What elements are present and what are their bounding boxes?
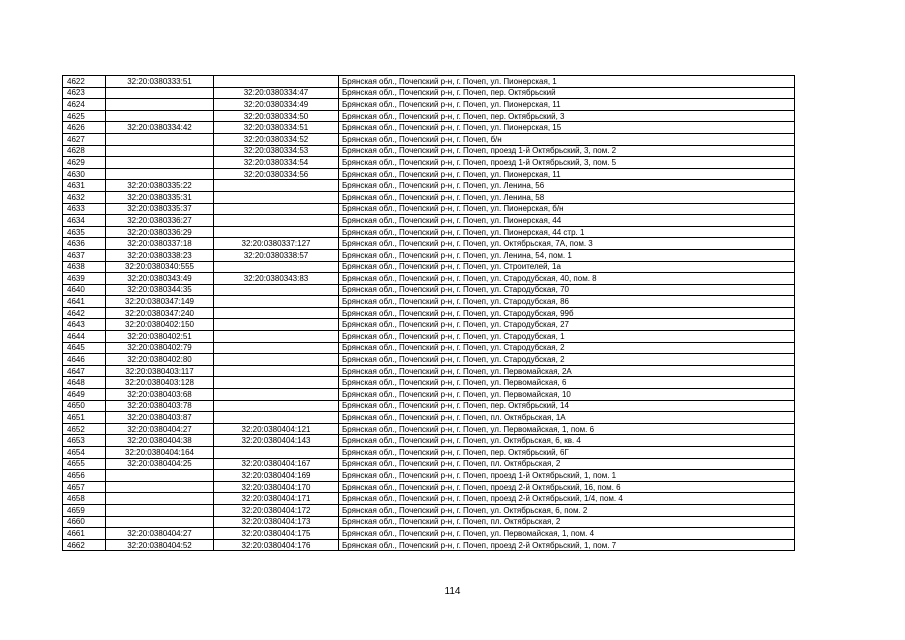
building-cadastral-number-cell <box>214 215 339 227</box>
table-row <box>63 110 795 122</box>
land-cadastral-number-cell: 32:20:0380336:27 <box>106 215 214 227</box>
address-cell: Брянская обл., Почепский р-н, г. Почеп, пл. Октябрьская, 1А <box>339 412 795 424</box>
table-row <box>63 249 795 261</box>
row-number-cell: 4661 <box>63 528 106 540</box>
row-number-cell: 4625 <box>63 110 106 122</box>
row-number-cell: 4650 <box>63 400 106 412</box>
address-cell: Брянская обл., Почепский р-н, г. Почеп, ул. Пионерская, 15 <box>339 122 795 134</box>
table-row <box>63 516 795 528</box>
table-row <box>63 307 795 319</box>
land-cadastral-number-cell: 32:20:0380337:18 <box>106 238 214 250</box>
address-cell: Брянская обл., Почепский р-н, г. Почеп, ул. Строителей, 1а <box>339 261 795 273</box>
land-cadastral-number-cell: 32:20:0380335:31 <box>106 191 214 203</box>
row-number-cell: 4640 <box>63 284 106 296</box>
table-row <box>63 87 795 99</box>
building-cadastral-number-cell <box>214 180 339 192</box>
building-cadastral-number-cell <box>214 400 339 412</box>
building-cadastral-number-cell <box>214 226 339 238</box>
row-number-cell: 4623 <box>63 87 106 99</box>
building-cadastral-number-cell <box>214 203 339 215</box>
table-row <box>63 191 795 203</box>
building-cadastral-number-cell: 32:20:0380337:127 <box>214 238 339 250</box>
address-cell: Брянская обл., Почепский р-н, г. Почеп, пер. Октябрьский, 3 <box>339 110 795 122</box>
land-cadastral-number-cell: 32:20:0380402:80 <box>106 354 214 366</box>
land-cadastral-number-cell: 32:20:0380404:38 <box>106 435 214 447</box>
table-row <box>63 400 795 412</box>
table-row <box>63 493 795 505</box>
land-cadastral-number-cell: 32:20:0380334:42 <box>106 122 214 134</box>
address-cell: Брянская обл., Почепский р-н, г. Почеп, ул. Стародубская, 99б <box>339 307 795 319</box>
land-cadastral-number-cell: 32:20:0380404:25 <box>106 458 214 470</box>
address-cell: Брянская обл., Почепский р-н, г. Почеп, ул. Первомайская, 6 <box>339 377 795 389</box>
building-cadastral-number-cell: 32:20:0380404:172 <box>214 504 339 516</box>
building-cadastral-number-cell: 32:20:0380404:176 <box>214 539 339 551</box>
table-row <box>63 481 795 493</box>
row-number-cell: 4648 <box>63 377 106 389</box>
building-cadastral-number-cell <box>214 331 339 343</box>
address-cell: Брянская обл., Почепский р-н, г. Почеп, ул. Стародубская, 27 <box>339 319 795 331</box>
row-number-cell: 4637 <box>63 249 106 261</box>
address-cell: Брянская обл., Почепский р-н, г. Почеп, ул. Стародубская, 1 <box>339 331 795 343</box>
row-number-cell: 4662 <box>63 539 106 551</box>
land-cadastral-number-cell <box>106 99 214 111</box>
building-cadastral-number-cell <box>214 389 339 401</box>
row-number-cell: 4649 <box>63 389 106 401</box>
address-cell: Брянская обл., Почепский р-н, г. Почеп, ул. Стародубская, 2 <box>339 354 795 366</box>
table-row <box>63 458 795 470</box>
building-cadastral-number-cell <box>214 354 339 366</box>
table-row <box>63 412 795 424</box>
building-cadastral-number-cell <box>214 377 339 389</box>
row-number-cell: 4639 <box>63 273 106 285</box>
table-row <box>63 238 795 250</box>
table-row <box>63 365 795 377</box>
row-number-cell: 4622 <box>63 76 106 88</box>
address-cell: Брянская обл., Почепский р-н, г. Почеп, проезд 2-й Октябрьский, 1, пом. 7 <box>339 539 795 551</box>
registry-table-body <box>63 76 795 551</box>
row-number-cell: 4659 <box>63 504 106 516</box>
address-cell: Брянская обл., Почепский р-н, г. Почеп, ул. Первомайская, 1, пом. 6 <box>339 423 795 435</box>
address-cell: Брянская обл., Почепский р-н, г. Почеп, ул. Пионерская, 44 стр. 1 <box>339 226 795 238</box>
land-cadastral-number-cell: 32:20:0380404:27 <box>106 423 214 435</box>
address-cell: Брянская обл., Почепский р-н, г. Почеп, проезд 1-й Октябрьский, 3, пом. 5 <box>339 157 795 169</box>
land-cadastral-number-cell: 32:20:0380402:51 <box>106 331 214 343</box>
address-cell: Брянская обл., Почепский р-н, г. Почеп, ул. Пионерская, 11 <box>339 99 795 111</box>
building-cadastral-number-cell <box>214 261 339 273</box>
address-cell: Брянская обл., Почепский р-н, г. Почеп, ул. Первомайская, 10 <box>339 389 795 401</box>
land-cadastral-number-cell: 32:20:0380402:79 <box>106 342 214 354</box>
table-row <box>63 539 795 551</box>
land-cadastral-number-cell <box>106 516 214 528</box>
land-cadastral-number-cell: 32:20:0380347:240 <box>106 307 214 319</box>
land-cadastral-number-cell <box>106 87 214 99</box>
row-number-cell: 4628 <box>63 145 106 157</box>
row-number-cell: 4643 <box>63 319 106 331</box>
table-row <box>63 389 795 401</box>
building-cadastral-number-cell: 32:20:0380334:51 <box>214 122 339 134</box>
table-row <box>63 354 795 366</box>
address-cell: Брянская обл., Почепский р-н, г. Почеп, ул. Стародубская, 86 <box>339 296 795 308</box>
building-cadastral-number-cell <box>214 319 339 331</box>
building-cadastral-number-cell: 32:20:0380334:52 <box>214 133 339 145</box>
address-cell: Брянская обл., Почепский р-н, г. Почеп, ул. Пионерская, б/н <box>339 203 795 215</box>
row-number-cell: 4642 <box>63 307 106 319</box>
land-cadastral-number-cell: 32:20:0380335:22 <box>106 180 214 192</box>
building-cadastral-number-cell: 32:20:0380334:54 <box>214 157 339 169</box>
table-row <box>63 99 795 111</box>
building-cadastral-number-cell: 32:20:0380404:121 <box>214 423 339 435</box>
row-number-cell: 4644 <box>63 331 106 343</box>
building-cadastral-number-cell <box>214 307 339 319</box>
table-row <box>63 157 795 169</box>
address-cell: Брянская обл., Почепский р-н, г. Почеп, ул. Октябрьская, 6, пом. 2 <box>339 504 795 516</box>
table-row <box>63 331 795 343</box>
row-number-cell: 4629 <box>63 157 106 169</box>
building-cadastral-number-cell: 32:20:0380334:50 <box>214 110 339 122</box>
address-cell: Брянская обл., Почепский р-н, г. Почеп, проезд 1-й Октябрьский, 3, пом. 2 <box>339 145 795 157</box>
table-row <box>63 528 795 540</box>
land-cadastral-number-cell: 32:20:0380404:27 <box>106 528 214 540</box>
land-cadastral-number-cell: 32:20:0380403:78 <box>106 400 214 412</box>
table-row <box>63 273 795 285</box>
row-number-cell: 4652 <box>63 423 106 435</box>
row-number-cell: 4651 <box>63 412 106 424</box>
row-number-cell: 4641 <box>63 296 106 308</box>
table-row <box>63 296 795 308</box>
table-row <box>63 447 795 459</box>
building-cadastral-number-cell <box>214 342 339 354</box>
land-cadastral-number-cell: 32:20:0380336:29 <box>106 226 214 238</box>
land-cadastral-number-cell <box>106 481 214 493</box>
row-number-cell: 4631 <box>63 180 106 192</box>
row-number-cell: 4656 <box>63 470 106 482</box>
row-number-cell: 4632 <box>63 191 106 203</box>
table-row <box>63 319 795 331</box>
table-row <box>63 215 795 227</box>
table-row <box>63 226 795 238</box>
building-cadastral-number-cell <box>214 365 339 377</box>
table-row <box>63 180 795 192</box>
address-cell: Брянская обл., Почепский р-н, г. Почеп, ул. Ленина, 56 <box>339 180 795 192</box>
address-cell: Брянская обл., Почепский р-н, г. Почеп, проезд 2-й Октябрьский, 1/4, пом. 4 <box>339 493 795 505</box>
land-cadastral-number-cell <box>106 157 214 169</box>
row-number-cell: 4657 <box>63 481 106 493</box>
land-cadastral-number-cell: 32:20:0380403:68 <box>106 389 214 401</box>
address-cell: Брянская обл., Почепский р-н, г. Почеп, ул. Стародубская, 70 <box>339 284 795 296</box>
land-cadastral-number-cell: 32:20:0380340:555 <box>106 261 214 273</box>
land-cadastral-number-cell: 32:20:0380403:117 <box>106 365 214 377</box>
row-number-cell: 4646 <box>63 354 106 366</box>
row-number-cell: 4636 <box>63 238 106 250</box>
row-number-cell: 4627 <box>63 133 106 145</box>
address-cell: Брянская обл., Почепский р-н, г. Почеп, пер. Октябрьский, 14 <box>339 400 795 412</box>
row-number-cell: 4638 <box>63 261 106 273</box>
table-row <box>63 377 795 389</box>
table-row <box>63 284 795 296</box>
address-cell: Брянская обл., Почепский р-н, г. Почеп, пл. Октябрьская, 2 <box>339 516 795 528</box>
address-cell: Брянская обл., Почепский р-н, г. Почеп, ул. Стародубская, 40, пом. 8 <box>339 273 795 285</box>
land-cadastral-number-cell: 32:20:0380343:49 <box>106 273 214 285</box>
address-cell: Брянская обл., Почепский р-н, г. Почеп, пер. Октябрьский <box>339 87 795 99</box>
building-cadastral-number-cell: 32:20:0380343:83 <box>214 273 339 285</box>
table-row <box>63 122 795 134</box>
address-cell: Брянская обл., Почепский р-н, г. Почеп, ул. Первомайская, 2А <box>339 365 795 377</box>
row-number-cell: 4633 <box>63 203 106 215</box>
table-row <box>63 504 795 516</box>
row-number-cell: 4630 <box>63 168 106 180</box>
row-number-cell: 4653 <box>63 435 106 447</box>
address-cell: Брянская обл., Почепский р-н, г. Почеп, ул. Ленина, 54, пом. 1 <box>339 249 795 261</box>
page-number: 114 <box>444 586 461 597</box>
building-cadastral-number-cell: 32:20:0380404:143 <box>214 435 339 447</box>
row-number-cell: 4655 <box>63 458 106 470</box>
row-number-cell: 4647 <box>63 365 106 377</box>
address-cell: Брянская обл., Почепский р-н, г. Почеп, пер. Октябрьский, 6Г <box>339 447 795 459</box>
land-cadastral-number-cell <box>106 470 214 482</box>
address-cell: Брянская обл., Почепский р-н, г. Почеп, ул. Пионерская, 44 <box>339 215 795 227</box>
table-row <box>63 145 795 157</box>
address-cell: Брянская обл., Почепский р-н, г. Почеп, проезд 1-й Октябрьский, 1, пом. 1 <box>339 470 795 482</box>
building-cadastral-number-cell <box>214 191 339 203</box>
table-row <box>63 342 795 354</box>
land-cadastral-number-cell <box>106 504 214 516</box>
land-cadastral-number-cell <box>106 133 214 145</box>
building-cadastral-number-cell <box>214 76 339 88</box>
land-cadastral-number-cell: 32:20:0380404:164 <box>106 447 214 459</box>
row-number-cell: 4624 <box>63 99 106 111</box>
row-number-cell: 4660 <box>63 516 106 528</box>
address-cell: Брянская обл., Почепский р-н, г. Почеп, проезд 2-й Октябрьский, 16, пом. 6 <box>339 481 795 493</box>
building-cadastral-number-cell: 32:20:0380334:47 <box>214 87 339 99</box>
building-cadastral-number-cell: 32:20:0380334:49 <box>214 99 339 111</box>
building-cadastral-number-cell: 32:20:0380404:175 <box>214 528 339 540</box>
land-cadastral-number-cell: 32:20:0380404:52 <box>106 539 214 551</box>
address-cell: Брянская обл., Почепский р-н, г. Почеп, ул. Октябрьская, 7А, пом. 3 <box>339 238 795 250</box>
land-cadastral-number-cell <box>106 110 214 122</box>
address-cell: Брянская обл., Почепский р-н, г. Почеп, ул. Стародубская, 2 <box>339 342 795 354</box>
land-cadastral-number-cell: 32:20:0380403:87 <box>106 412 214 424</box>
land-cadastral-number-cell: 32:20:0380402:150 <box>106 319 214 331</box>
row-number-cell: 4658 <box>63 493 106 505</box>
table-row <box>63 261 795 273</box>
land-cadastral-number-cell: 32:20:0380344:35 <box>106 284 214 296</box>
address-cell: Брянская обл., Почепский р-н, г. Почеп, пл. Октябрьская, 2 <box>339 458 795 470</box>
building-cadastral-number-cell <box>214 284 339 296</box>
table-row <box>63 76 795 88</box>
address-cell: Брянская обл., Почепский р-н, г. Почеп, б/н <box>339 133 795 145</box>
land-cadastral-number-cell <box>106 493 214 505</box>
land-cadastral-number-cell: 32:20:0380403:128 <box>106 377 214 389</box>
land-cadastral-number-cell <box>106 145 214 157</box>
building-cadastral-number-cell: 32:20:0380404:171 <box>214 493 339 505</box>
building-cadastral-number-cell: 32:20:0380404:173 <box>214 516 339 528</box>
building-cadastral-number-cell: 32:20:0380404:167 <box>214 458 339 470</box>
building-cadastral-number-cell: 32:20:0380334:53 <box>214 145 339 157</box>
row-number-cell: 4634 <box>63 215 106 227</box>
land-cadastral-number-cell: 32:20:0380333:51 <box>106 76 214 88</box>
table-row <box>63 203 795 215</box>
building-cadastral-number-cell: 32:20:0380338:57 <box>214 249 339 261</box>
building-cadastral-number-cell: 32:20:0380404:169 <box>214 470 339 482</box>
land-cadastral-number-cell: 32:20:0380338:23 <box>106 249 214 261</box>
address-cell: Брянская обл., Почепский р-н, г. Почеп, ул. Ленина, 58 <box>339 191 795 203</box>
land-cadastral-number-cell: 32:20:0380335:37 <box>106 203 214 215</box>
table-row <box>63 470 795 482</box>
table-row <box>63 133 795 145</box>
address-cell: Брянская обл., Почепский р-н, г. Почеп, ул. Первомайская, 1, пом. 4 <box>339 528 795 540</box>
registry-table <box>62 75 795 551</box>
row-number-cell: 4626 <box>63 122 106 134</box>
land-cadastral-number-cell <box>106 168 214 180</box>
address-cell: Брянская обл., Почепский р-н, г. Почеп, ул. Октябрьская, 6, кв. 4 <box>339 435 795 447</box>
table-row <box>63 435 795 447</box>
table-row <box>63 168 795 180</box>
address-cell: Брянская обл., Почепский р-н, г. Почеп, ул. Пионерская, 11 <box>339 168 795 180</box>
row-number-cell: 4635 <box>63 226 106 238</box>
building-cadastral-number-cell <box>214 296 339 308</box>
row-number-cell: 4654 <box>63 447 106 459</box>
table-row <box>63 423 795 435</box>
row-number-cell: 4645 <box>63 342 106 354</box>
land-cadastral-number-cell: 32:20:0380347:149 <box>106 296 214 308</box>
building-cadastral-number-cell: 32:20:0380404:170 <box>214 481 339 493</box>
building-cadastral-number-cell: 32:20:0380334:56 <box>214 168 339 180</box>
address-cell: Брянская обл., Почепский р-н, г. Почеп, ул. Пионерская, 1 <box>339 76 795 88</box>
building-cadastral-number-cell <box>214 447 339 459</box>
building-cadastral-number-cell <box>214 412 339 424</box>
